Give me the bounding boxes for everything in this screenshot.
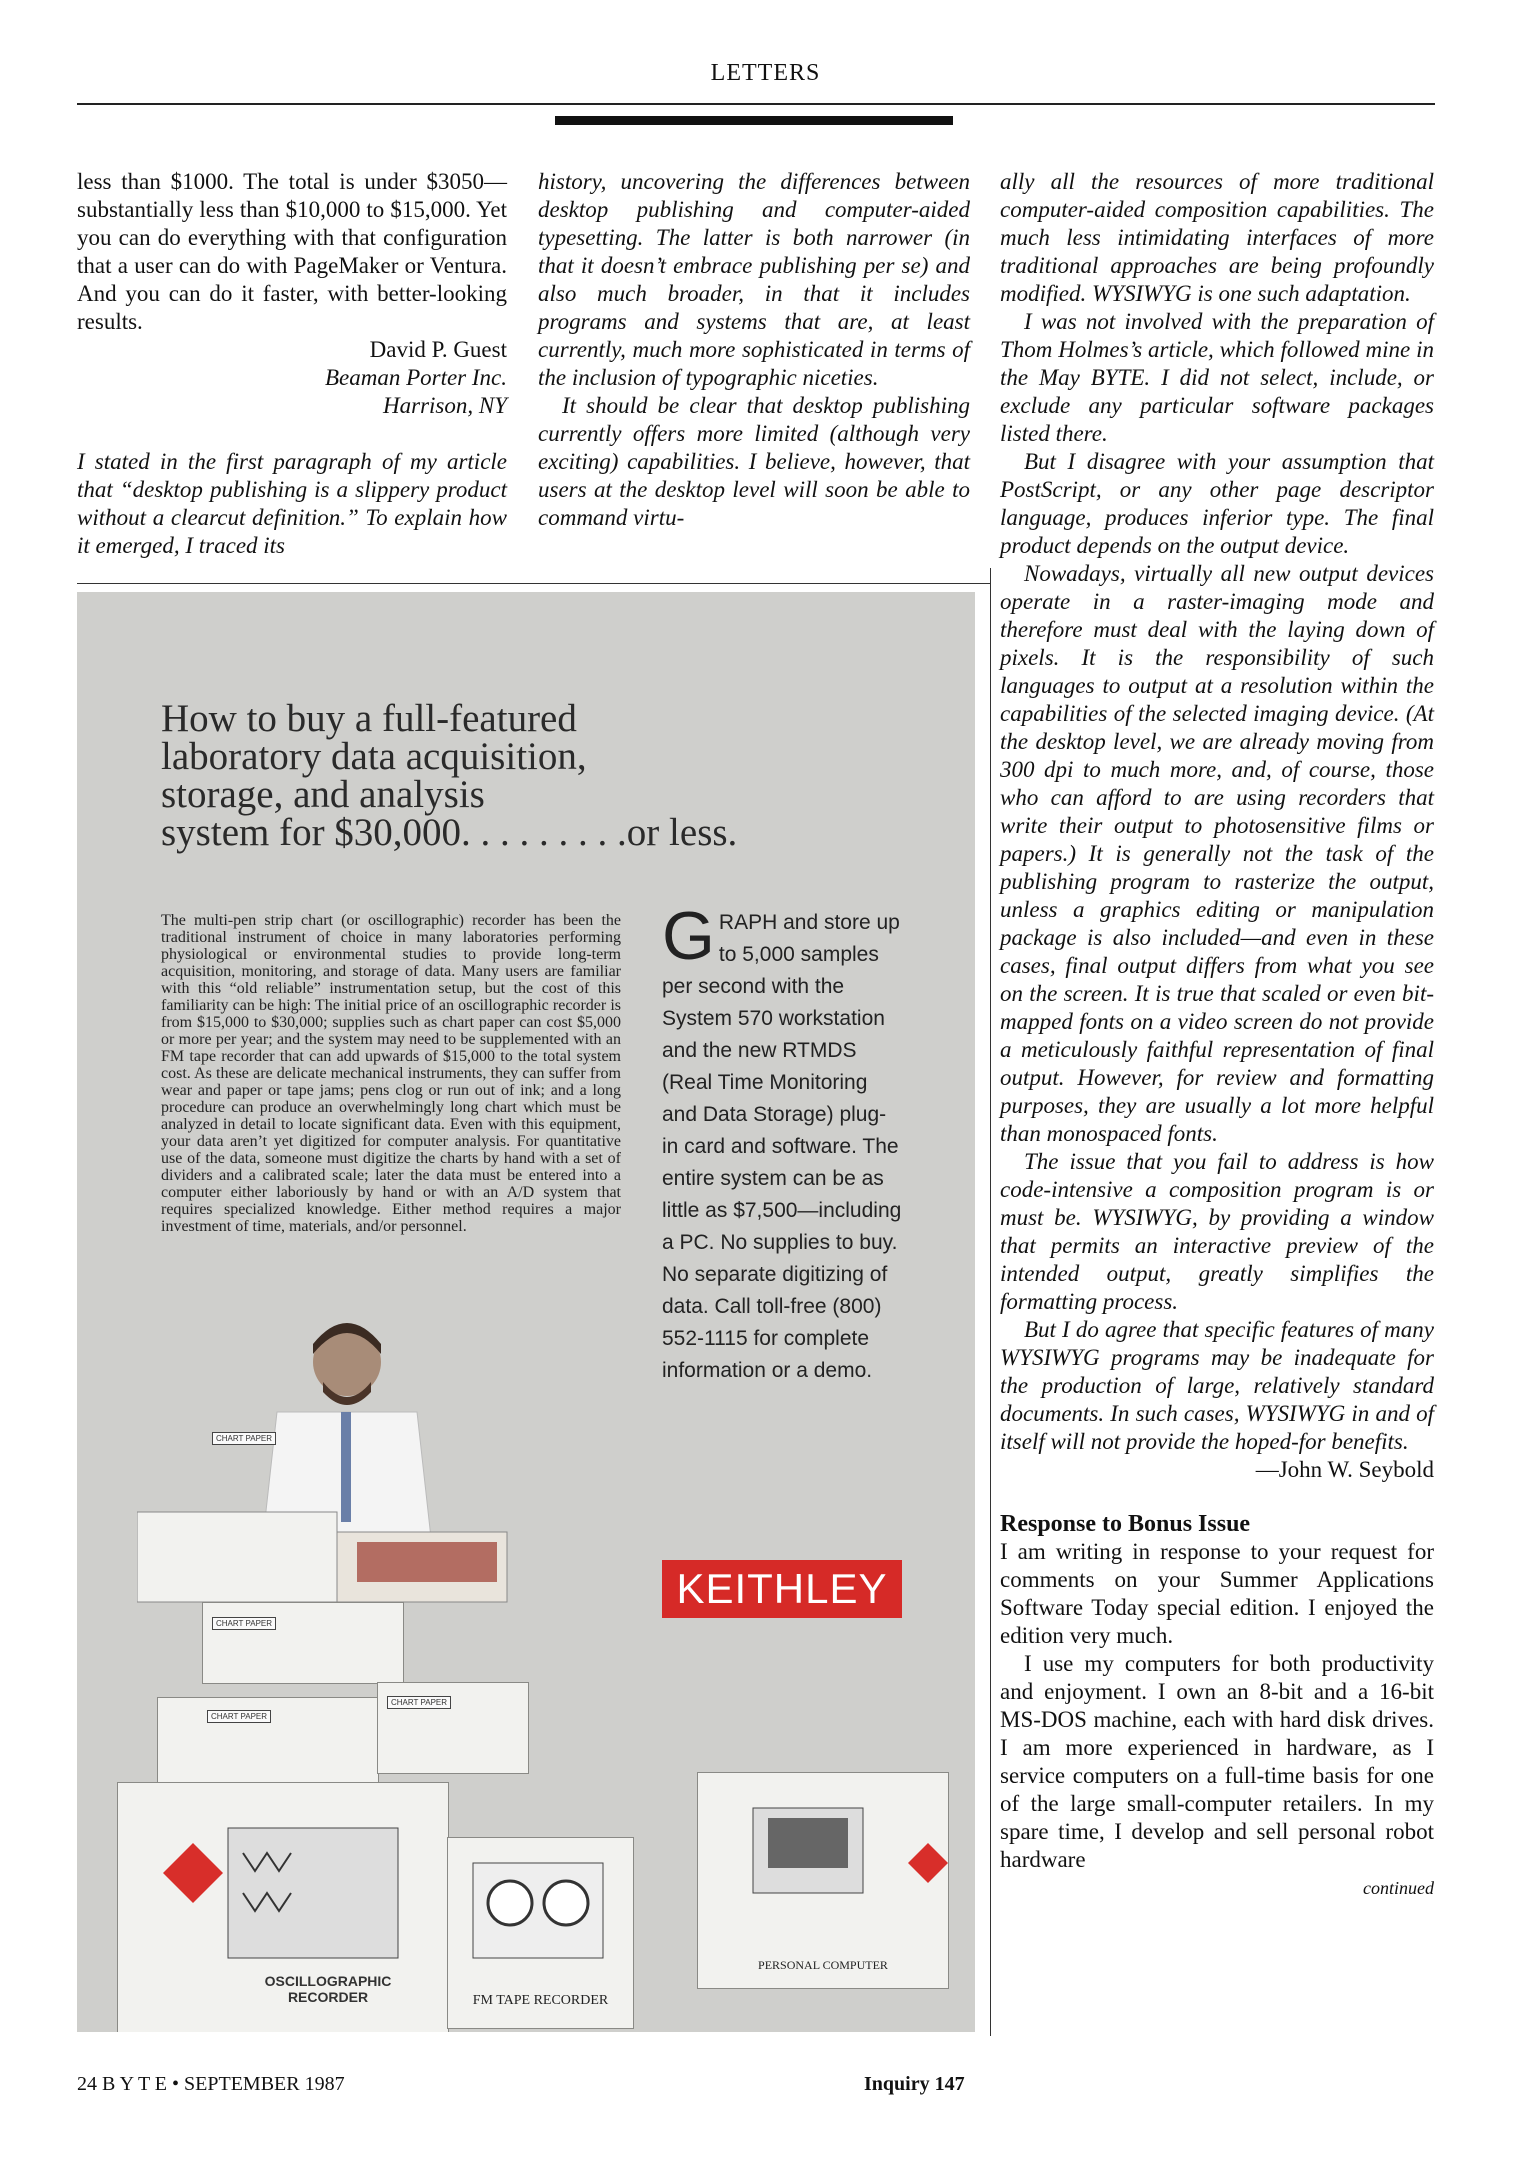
box-label: CHART PAPER	[387, 1696, 451, 1709]
section-header: LETTERS	[710, 60, 821, 86]
section-heading: Response to Bonus Issue	[1000, 1511, 1251, 1537]
box-label: CHART PAPER	[212, 1432, 276, 1445]
header-rule	[77, 103, 1435, 105]
ad-headline-line: laboratory data acquisition,	[161, 735, 587, 778]
signature-name: David P. Guest	[369, 337, 507, 362]
paragraph: But I do agree that specific features of many WYSIWYG programs may be inadequate for the production of large, relatively standard documents. In such cases, WYSIWYG in and of itself will not provide the hoped-for benefits.	[1000, 1317, 1434, 1454]
ad-top-rule	[77, 583, 990, 584]
advertisement	[77, 592, 975, 2032]
paragraph: The issue that you fail to address is how code-intensive a composition program is or must be. WYSIWYG, by providing a window that permits an interactive preview of the intended output, greatly simplifies the formatting process.	[1000, 1149, 1434, 1314]
drop-cap: G	[662, 898, 715, 974]
box-label-oscillograph: OSCILLOGRAPHIC RECORDER	[264, 1973, 392, 2005]
personal-computer-box	[697, 1772, 949, 1989]
ad-headline-line: storage, and analysis	[161, 773, 485, 816]
paragraph: Nowadays, virtually all new output devices operate in a raster-imaging mode and therefore must deal with the laying down of pixels. It is the responsibility of such languages to output at a resolution within the capabilities of the selected imaging device. (At the desktop level, we are already moving from 300 dpi to much more, and, of course, those who can afford to are using recorders that write their output to photosensitive films or papers.) It is generally not the task of the publishing program to rasterize the output, unless a graphics editing or manipulation package is also included—and even in these cases, final output differs from what you see on the screen. It is true that scaled or even bit-mapped fonts on a video screen do not provide a meticulously faithful representation of final output. However, for review and formatting purposes, they are usually a lot more helpful than monospaced fonts.	[1000, 561, 1434, 1146]
ad-body-copy: The multi-pen strip chart (or oscillographic) recorder has been the traditional instrument of choice in many laboratories performing physiological or environmental studies to provide long-term acquisition, monitoring, and storage of data. Many users are familiar with this “old reliable” instrumentation setup, but the cost of this familiarity can be high: The initial price of an oscillographic recorder is from $15,000 to $30,000; supplies such as chart paper can cost $5,000 or more per year; and the system may need to be supplemented with an FM tape recorder that can add upwards of $15,000 to the total system cost. As these are delicate mechanical instruments, they can suffer from wear and paper or tape jams; pens clog or run out of ink; and a long procedure can produce an overwhelmingly long chart which must be analyzed in detail to locate significant data. Even with this equipment, your data aren’t yet digitized for computer analysis. For quantitative use of the data, someone must digitize the charts by hand with a set of dividers and a calibrated scale; later the data must be entered into a computer either laboriously by hand or with an A/D system that requires specialized knowledge. Either method requires a major investment of time, materials, and/or personnel.	[161, 912, 621, 1235]
chart-paper-box	[202, 1602, 404, 1684]
header-bar	[555, 116, 953, 125]
signature-city: Harrison, NY	[383, 393, 507, 418]
paragraph: I am writing in response to your request for comments on your Summer Applications Software Today special edition. I enjoyed the edition very much.	[1000, 1539, 1434, 1648]
signature: —John W. Seybold	[1255, 1457, 1434, 1482]
computer-icon	[698, 1773, 948, 1953]
continued-label: continued	[1363, 1878, 1434, 1898]
box-label-pc: PERSONAL COMPUTER	[758, 1958, 888, 1972]
box-label: CHART PAPER	[207, 1710, 271, 1723]
box-label: CHART PAPER	[212, 1617, 276, 1630]
fm-recorder-box	[447, 1837, 634, 2029]
ad-offer-copy	[662, 898, 902, 1387]
box-label-fm: FM TAPE RECORDER	[472, 1993, 609, 2008]
footer-inquiry: Inquiry 147	[864, 2073, 965, 2095]
column-divider	[990, 568, 991, 2036]
paragraph: I stated in the first paragraph of my article that “desktop publishing is a slippery product without a clearcut definition.” To explain how it emerged, I traced its	[77, 449, 507, 558]
ad-offer-text: RAPH and store up to 5,000 samples per second with the System 570 workstation and the new RTMDS (Real Time Monitoring and Data Storage) plug-in card and software. The entire system can be as little as $7,500—including a PC. No supplies to buy. No separate digitizing of data. Call toll-free (800) 552-1115 for complete information or a demo.	[662, 911, 902, 1382]
ad-headline-line: system for $30,000. . . . . . . . .or less.	[161, 811, 738, 854]
footer-page-info: 24 B Y T E • SEPTEMBER 1987	[77, 2073, 345, 2095]
ad-headline-line: How to buy a full-featured	[161, 697, 577, 740]
column-1	[77, 168, 507, 560]
paragraph: less than $1000. The total is under $3050—substantially less than $10,000 to $15,000. Yet you can do everything with that configuration that a user can do with PageMaker or Ventura. And you can do it faster, with better-looking results.	[77, 169, 507, 334]
ad-headline	[161, 697, 881, 854]
paragraph: history, uncovering the differences between desktop publishing and computer-aided typesetting. The latter is both narrower (in that it doesn’t embrace publishing per se) and also much broader, in that it includes programs and systems that are, at least currently, much more sophisticated in terms of the inclusion of typographic niceties.	[538, 169, 970, 390]
signature-company: Beaman Porter Inc.	[324, 365, 507, 390]
oscilloscope-box	[117, 1782, 449, 2032]
paragraph: It should be clear that desktop publishing currently offers more limited (although very exciting) capabilities. I believe, however, that users at the desktop level will soon be able to command virtu-	[538, 393, 970, 530]
column-3	[1000, 168, 1434, 1902]
paragraph: But I disagree with your assumption that PostScript, or any other page descriptor language, produces inferior type. The final product depends on the output device.	[1000, 449, 1434, 558]
paragraph: I was not involved with the preparation of Thom Holmes’s article, which followed mine in the May BYTE. I did not select, include, or exclude any particular software packages listed there.	[1000, 309, 1434, 446]
paragraph: ally all the resources of more traditional computer-aided composition capabilities. The much less intimidating interfaces of more traditional approaches are being profoundly modified. WYSIWYG is one such adaptation.	[1000, 169, 1434, 306]
chart-paper-boxes	[137, 1512, 507, 1602]
paragraph: I use my computers for both productivity and enjoyment. I own an 8-bit and a 16-bit MS-DOS machine, each with hard disk drives. I am more experienced in hardware, as I service computers on a full-time basis for one of the large small-computer retailers. In my spare time, I develop and sell personal robot hardware	[1000, 1651, 1434, 1872]
tape-reels-icon	[448, 1838, 633, 1988]
keithley-logo: KEITHLEY	[662, 1560, 902, 1618]
column-2	[538, 168, 970, 532]
